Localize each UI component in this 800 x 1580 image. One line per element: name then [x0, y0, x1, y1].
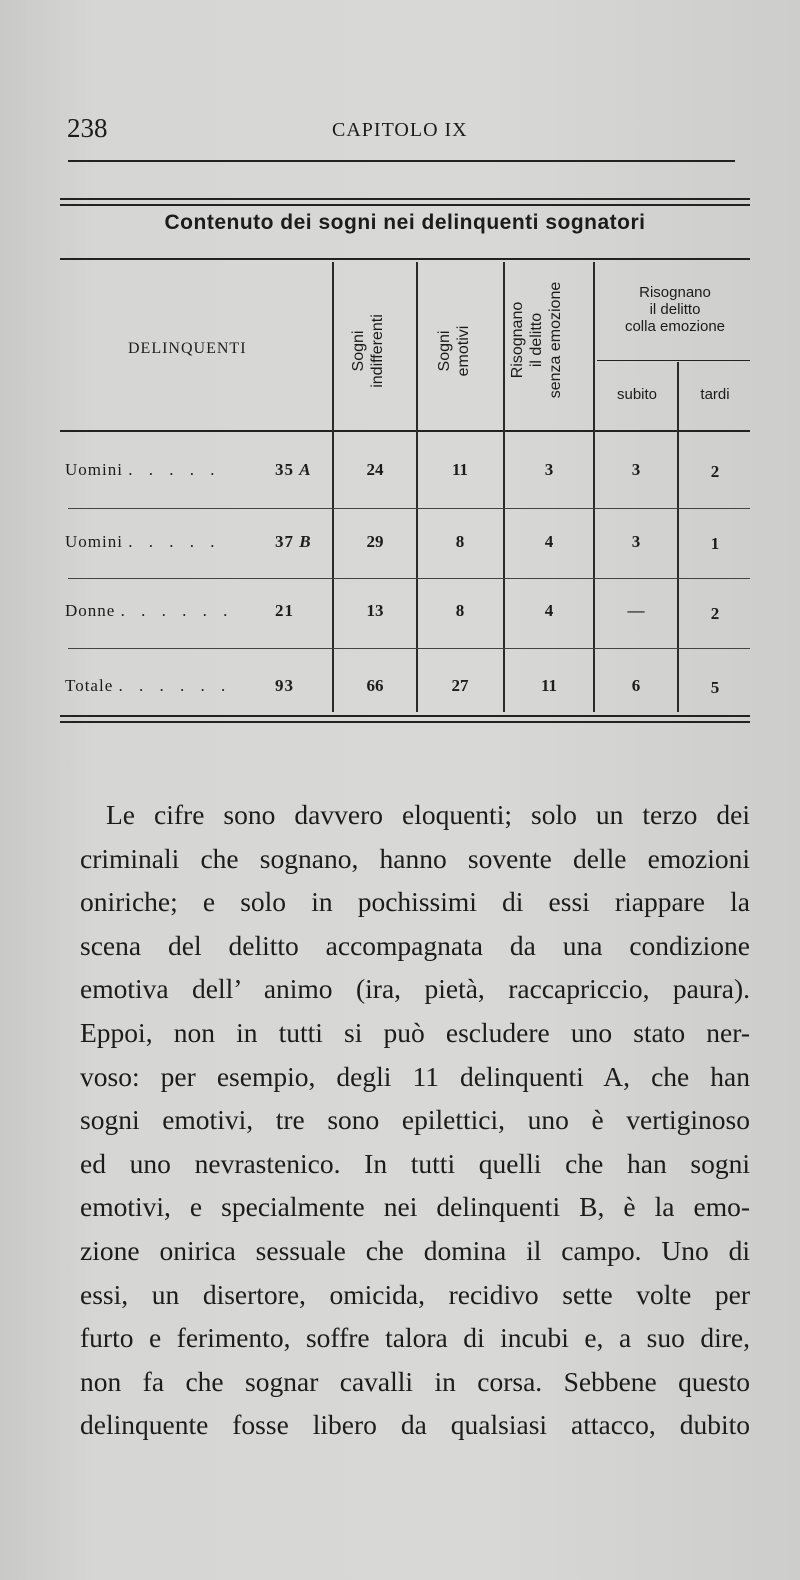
col-divider	[503, 262, 505, 712]
col-divider	[332, 262, 334, 712]
text-line: emotivi, e specialmente nei delinquenti B, è la emo-	[80, 1191, 750, 1223]
cell-late: 1	[710, 534, 720, 553]
row-count	[275, 601, 294, 621]
title-rule	[60, 258, 750, 260]
cell-indifferent: 13	[366, 601, 384, 620]
row-count	[275, 676, 294, 696]
row-label	[65, 676, 294, 696]
table-title: Contenuto dei sogni nei delinquenti sognatori	[164, 211, 646, 234]
table-top-rule-2	[60, 204, 750, 206]
row-label	[65, 532, 312, 552]
text-line: furto e ferimento, soffre talora di incubi e, a suo dire,	[80, 1322, 750, 1354]
col-divider	[593, 262, 595, 712]
cell-emotive: 8	[455, 532, 465, 551]
row-label	[65, 601, 294, 621]
header-rule	[68, 160, 735, 162]
text-line: emotiva dell’ animo (ira, pietà, raccapriccio, paura).	[80, 973, 750, 1005]
row-name: Uomini	[65, 532, 123, 551]
row-dots: . . . . .	[128, 532, 221, 551]
row-dots: . . . . .	[128, 460, 221, 479]
col-header-soon: subito	[616, 386, 658, 403]
cell-without: 3	[544, 460, 554, 479]
row-count-value: 93	[275, 676, 294, 695]
cell-emotive: 11	[451, 460, 469, 479]
text-line: ed uno nevrastenico. In tutti quelli che han sogni	[80, 1147, 750, 1179]
row-header: DELINQUENTI	[128, 340, 247, 357]
col-header-without-emotion: Risognano il delitto senza emozione	[509, 281, 564, 399]
cell-emotive: 8	[455, 601, 465, 620]
row-name: Donne	[65, 601, 116, 620]
cell-emotive: 27	[451, 676, 469, 695]
row-dots: . . . . . .	[118, 676, 232, 695]
text-line: Le cifre sono davvero eloquenti; solo un terzo dei	[106, 799, 750, 830]
cell-late: 2	[710, 462, 720, 481]
body-paragraph	[80, 793, 750, 1447]
text-line: delinquente fosse libero da qualsiasi attacco, dubito	[80, 1409, 750, 1441]
col-header-late: tardi	[700, 386, 730, 403]
col-header-with-emotion: Risognano il delitto colla emozione	[624, 284, 726, 335]
row-count-value: 35	[275, 460, 294, 479]
page-header	[67, 113, 747, 153]
text-line: essi, un disertore, omicida, recidivo sette volte per	[80, 1278, 750, 1310]
running-head: CAPITOLO IX	[332, 119, 468, 141]
text-line: zione onirica sessuale che domina il campo. Uno di	[80, 1234, 750, 1266]
page-number: 238	[67, 113, 108, 143]
cell-without: 4	[544, 532, 554, 551]
cell-soon: 3	[631, 532, 641, 551]
cell-indifferent: 24	[366, 460, 384, 479]
cell-late: 2	[710, 604, 720, 623]
cell-soon: 3	[631, 460, 641, 479]
cell-without: 11	[540, 676, 558, 695]
row-name: Totale	[65, 676, 114, 695]
text-line: non fa che sognar cavalli in corsa. Sebbene questo	[80, 1365, 750, 1397]
row-count-value: 21	[275, 601, 294, 620]
col-header-emotive: Sogni emotivi	[436, 325, 472, 377]
row-dots: . . . . . .	[120, 601, 234, 620]
table-bottom-rule-2	[60, 721, 750, 723]
text-line: Eppoi, non in tutti si può escludere uno stato ner-	[80, 1016, 750, 1048]
row-name: Uomini	[65, 460, 123, 479]
text-line: criminali che sognano, hanno sovente delle emozioni	[80, 842, 750, 874]
table-bottom-rule	[60, 715, 750, 717]
text-line: sogni emotivi, tre sono epilettici, uno è vertiginoso	[80, 1104, 750, 1136]
row-tag: A	[299, 460, 312, 479]
row-count	[275, 532, 312, 552]
row-count-value: 37	[275, 532, 294, 551]
row-rule	[68, 578, 750, 579]
col-header-indifferent: Sogni indifferenti	[350, 314, 386, 388]
text-line: scena del delitto accompagnata da una condizione	[80, 929, 750, 961]
row-count	[275, 460, 312, 480]
cell-late: 5	[710, 678, 720, 697]
text-line: voso: per esempio, degli 11 delinquenti A, che han	[80, 1060, 750, 1092]
cell-soon: 6	[631, 676, 641, 695]
row-rule	[68, 508, 750, 509]
header-bottom-rule	[60, 430, 750, 432]
row-rule	[68, 648, 750, 649]
col-divider	[416, 262, 418, 712]
table-top-rule	[60, 198, 750, 200]
text-line: oniriche; e solo in pochissimi di essi riappare la	[80, 886, 750, 918]
row-label	[65, 460, 312, 480]
cell-indifferent: 66	[366, 676, 384, 695]
cell-indifferent: 29	[366, 532, 384, 551]
subheader-rule	[597, 360, 750, 361]
cell-soon: —	[627, 601, 645, 620]
cell-without: 4	[544, 601, 554, 620]
row-tag: B	[299, 532, 312, 551]
